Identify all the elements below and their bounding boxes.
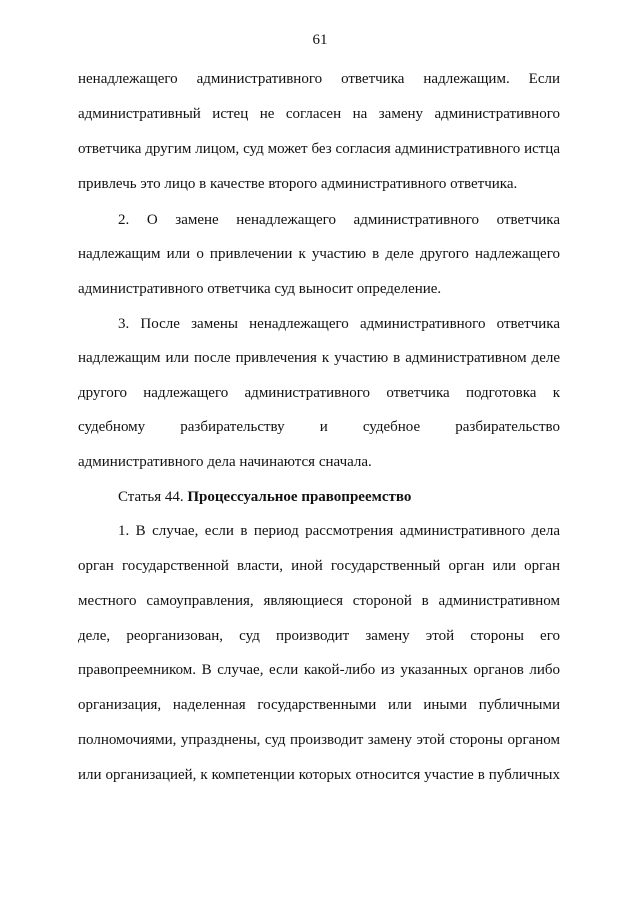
text-line: деле, реорганизован, суд производит замену этой стороны его bbox=[78, 628, 560, 644]
text-line: ненадлежащего административного ответчика надлежащим. Если bbox=[78, 71, 560, 87]
text-line: правопреемником. В случае, если какой-либо из указанных органов либо bbox=[78, 662, 560, 678]
text-line: судебному разбирательству и судебное разбирательство bbox=[78, 419, 560, 435]
text-line: административный истец не согласен на замену административного bbox=[78, 106, 560, 122]
text-line: надлежащим или о привлечении к участию в деле другого надлежащего bbox=[78, 246, 560, 262]
text-line: организация, наделенная государственными или иными публичными bbox=[78, 697, 560, 713]
text-line: административного дела начинаются сначала. bbox=[78, 454, 372, 470]
text-line: или организацией, к компетенции которых относится участие в публичных bbox=[78, 767, 560, 783]
text-line: ответчика другим лицом, суд может без согласия административного истца bbox=[78, 141, 560, 157]
text-line: орган государственной власти, иной государственный орган или орган bbox=[78, 558, 560, 574]
text-line: надлежащим или после привлечения к участию в административном деле bbox=[78, 350, 560, 366]
article-heading bbox=[118, 488, 411, 506]
text-line: 3. После замены ненадлежащего административного ответчика bbox=[118, 316, 560, 332]
article-title: Процессуальное правопреемство bbox=[187, 489, 412, 505]
article-prefix: Статья 44. bbox=[118, 489, 188, 505]
text-line: привлечь это лицо в качестве второго административного ответчика. bbox=[78, 176, 518, 192]
text-line: полномочиями, упразднены, суд производит замену этой стороны органом bbox=[78, 732, 560, 748]
page-number: 61 bbox=[312, 32, 328, 48]
text-line: 2. О замене ненадлежащего административного ответчика bbox=[118, 212, 560, 228]
text-line: местного самоуправления, являющиеся стороной в административном bbox=[78, 593, 560, 609]
text-line: другого надлежащего административного ответчика подготовка к bbox=[78, 385, 560, 401]
text-line: 1. В случае, если в период рассмотрения административного дела bbox=[118, 523, 560, 539]
text-line: административного ответчика суд выносит определение. bbox=[78, 281, 442, 297]
